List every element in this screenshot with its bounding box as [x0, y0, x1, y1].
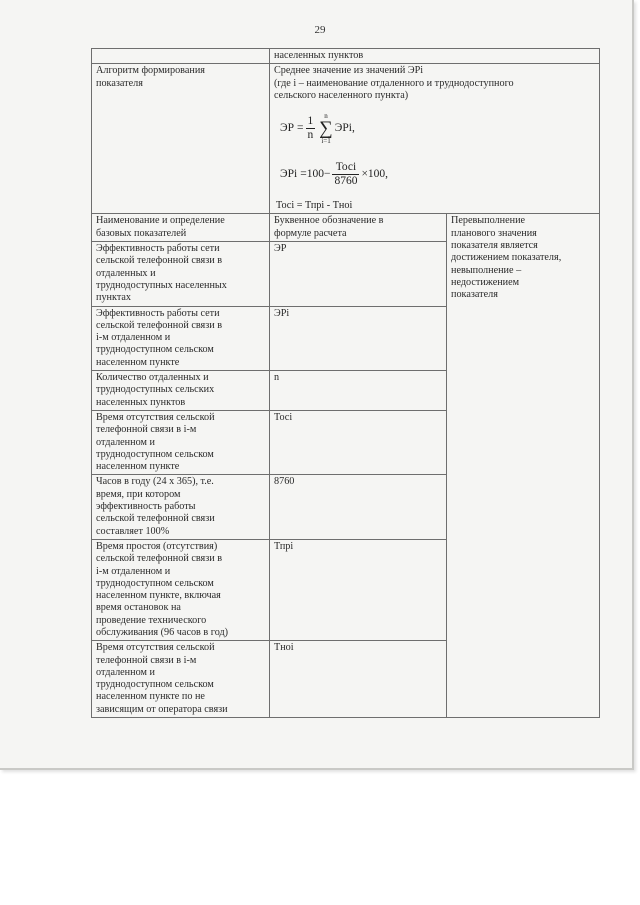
- row-symbol: Тпрi: [270, 539, 447, 640]
- indicator-table: [91, 48, 600, 718]
- note-cell: Перевыполнение планового значения показателя является достижением показателя, невыполнение – недостижением показателя: [447, 214, 600, 718]
- cell-continuation-text: населенных пунктов: [270, 49, 600, 64]
- formula2-fraction: [332, 161, 359, 188]
- formula1-frac-num: 1: [307, 114, 314, 127]
- page-number: 29: [314, 24, 326, 36]
- row-symbol: Тноi: [270, 641, 447, 718]
- table-row-algorithm: [92, 64, 600, 214]
- sum-sign: ∑: [319, 117, 333, 139]
- row-symbol: n: [270, 371, 447, 411]
- algorithm-label: Алгоритм формирования показателя: [92, 64, 270, 214]
- formula1-lhs: ЭР: [280, 122, 294, 135]
- formula-eri: [280, 158, 595, 190]
- row-name: Время отсутствия сельской телефонной связи в i-м отдаленном и труднодоступном сельском населенном пункте по не зависящим от оператора связи: [92, 641, 270, 718]
- formula2-times: ×100,: [361, 168, 389, 181]
- formula1-term: ЭРi,: [334, 122, 355, 135]
- algorithm-cell: [270, 64, 600, 214]
- formula1-sum: [319, 112, 333, 145]
- row-name: Эффективность работы сети сельской телефонной связи в отдаленных и труднодоступных населенных пунктах: [92, 242, 270, 306]
- row-name: Количество отдаленных и труднодоступных сельских населенных пунктов: [92, 371, 270, 411]
- row-symbol: ЭРi: [270, 306, 447, 370]
- row-symbol: Тосi: [270, 410, 447, 474]
- formula1-sum-lower: i=1: [321, 136, 331, 145]
- formula1-fraction: [306, 115, 316, 142]
- formula1-frac-den: n: [307, 128, 314, 141]
- algorithm-intro: Среднее значение из значений ЭРi (где i – наименование отдаленного и труднодоступного сельского населенного пункта): [274, 65, 514, 101]
- row-name: Часов в году (24 х 365), т.е. время, при котором эффективность работы сельской телефонной связи составляет 100%: [92, 475, 270, 539]
- row-symbol: ЭР: [270, 242, 447, 306]
- header-symbol: Буквенное обозначение в формуле расчета: [270, 214, 447, 242]
- formula2-frac-den: 8760: [334, 174, 358, 187]
- table-row-continuation: [92, 49, 600, 64]
- formula2-lhs: ЭРi: [280, 168, 298, 181]
- formula2-minus: −: [323, 168, 331, 181]
- row-name: Время простоя (отсутствия) сельской телефонной связи в i-м отдаленном и труднодоступном сельском населенном пункте, включая время остановок на проведение технического обслуживания (96 часов в год): [92, 539, 270, 640]
- row-name: Время отсутствия сельской телефонной связи в i-м отдаленном и труднодоступном сельском населенном пункте: [92, 410, 270, 474]
- formula1-sum-upper: n: [324, 111, 328, 120]
- formula-er-average: [280, 108, 595, 148]
- table-header-row: [92, 214, 600, 242]
- row-name: Эффективность работы сети сельской телефонной связи в i-м отдаленном и труднодоступном сельском населенном пункте: [92, 306, 270, 370]
- row-symbol: 8760: [270, 475, 447, 539]
- formula2-eq: =: [300, 168, 307, 181]
- formula1-eq: =: [297, 122, 304, 135]
- formula-tosi: Тосi = Тпрi - Тноi: [276, 200, 353, 212]
- formula2-hundred: 100: [306, 168, 324, 181]
- cell-empty: [92, 49, 270, 64]
- header-name: Наименование и определение базовых показателей: [92, 214, 270, 242]
- formula2-frac-num: Тосi: [335, 160, 357, 173]
